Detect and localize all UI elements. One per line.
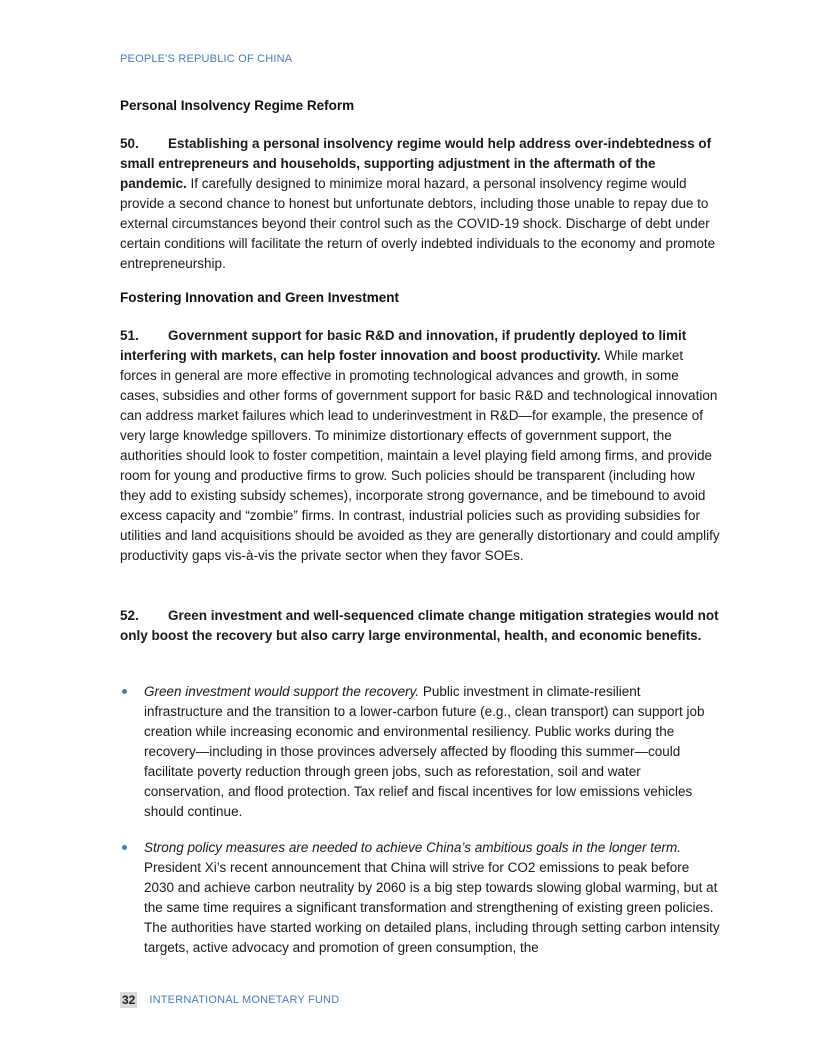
bullet-dot-icon xyxy=(122,689,127,694)
paragraph-52 xyxy=(120,606,720,646)
bullet-body: President Xi’s recent announcement that China will strive for CO2 emissions to peak before 2030 and achieve carbon neutrality by 2060 is a big step towards slowing global warming, but at the same time requires a significant transformation and strengthening of existing green policies. The authorities have started working on detailed plans, including through setting carbon intensity targets, active advocacy and promotion of green consumption, the xyxy=(144,860,720,955)
paragraph-lead: Government support for basic R&D and innovation, if prudently deployed to limit interfering with markets, can help foster innovation and boost productivity. xyxy=(120,328,687,363)
bullet-item xyxy=(144,682,720,822)
paragraph-lead: Green investment and well-sequenced climate change mitigation strategies would not only boost the recovery but also carry large environmental, health, and economic benefits. xyxy=(120,608,719,643)
running-header: PEOPLE'S REPUBLIC OF CHINA xyxy=(120,53,293,65)
section-heading-innovation: Fostering Innovation and Green Investment xyxy=(120,290,400,305)
page-number: 32 xyxy=(122,993,136,1007)
section-heading-insolvency: Personal Insolvency Regime Reform xyxy=(120,98,355,113)
paragraph-number: 50. xyxy=(120,136,139,151)
paragraph-51 xyxy=(120,326,720,566)
bullet-lead: Strong policy measures are needed to achieve China’s ambitious goals in the longer term. xyxy=(144,840,682,855)
bullet-item xyxy=(144,838,720,958)
paragraph-body: If carefully designed to minimize moral hazard, a personal insolvency regime would provide a second chance to honest but unfortunate debtors, including those unable to repay due to external circumstances beyond their control such as the COVID-19 shock. Discharge of debt under certain conditions will facilitate the return of overly indebted individuals to the economy and promote entrepreneurship. xyxy=(120,176,716,271)
bullet-body: Public investment in climate-resilient infrastructure and the transition to a lower-carbon future (e.g., clean transport) can support job creation while increasing economic and environmental resiliency. Public works during the recovery—including in those provinces adversely affected by flooding this summer—could facilitate poverty reduction through green jobs, such as reforestation, soil and water conservation, and flood protection. Tax relief and fiscal incentives for low emissions vehicles should continue. xyxy=(144,684,705,819)
paragraph-body: While market forces in general are more effective in promoting technological advances and growth, in some cases, subsidies and other forms of government support for basic R&D and technological innovation can address market failures which lead to underinvestment in R&D—for example, the presence of very large knowledge spillovers. To minimize distortionary effects of government support, the authorities should look to foster competition, maintain a level playing field among firms, and provide room for young and productive firms to grow. Such policies should be transparent (including how they add to existing subsidy schemes), incorporate strong governance, and be timebound to avoid excess capacity and “zombie” firms. In contrast, industrial policies such as providing subsidies for utilities and land acquisitions should be avoided as they are generally distortionary and could amplify productivity gaps vis-à-vis the private sector when they favor SOEs. xyxy=(120,348,720,563)
paragraph-number: 51. xyxy=(120,328,139,343)
paragraph-number: 52. xyxy=(120,608,139,623)
page-footer xyxy=(120,992,339,1008)
bullet-dot-icon xyxy=(122,845,127,850)
bullet-lead: Green investment would support the recovery. xyxy=(144,684,420,699)
paragraph-lead: Establishing a personal insolvency regime would help address over-indebtedness of small entrepreneurs and households, supporting adjustment in the aftermath of the pandemic. xyxy=(120,136,712,191)
paragraph-50 xyxy=(120,134,720,274)
footer-organization: INTERNATIONAL MONETARY FUND xyxy=(149,994,340,1006)
